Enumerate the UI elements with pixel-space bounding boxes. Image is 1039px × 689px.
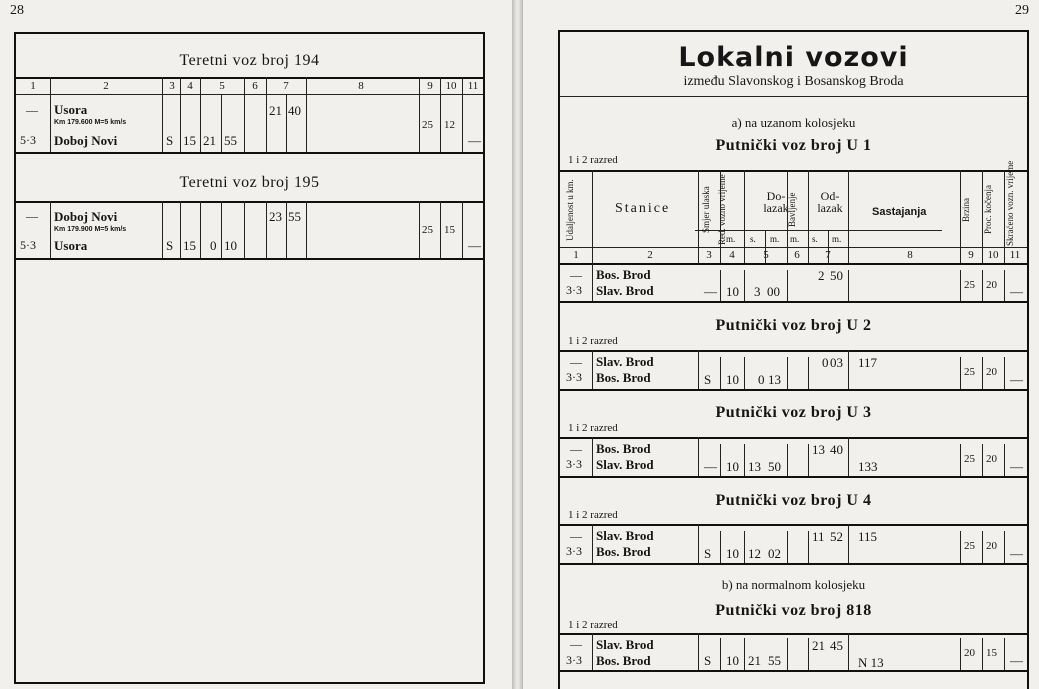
header-distance: Udaljenost u km. xyxy=(565,179,575,241)
station-from: Bos. Brod xyxy=(596,441,651,456)
station-to: Slav. Brod xyxy=(596,283,654,298)
train-title-u2: Putnički voz broj U 2 xyxy=(715,317,872,334)
train-title-u3: Putnički voz broj U 3 xyxy=(715,404,872,421)
class-label: 1 i 2 razred xyxy=(568,619,618,631)
station-to: Bos. Brod xyxy=(596,544,651,559)
class-label: 1 i 2 razred xyxy=(568,154,618,166)
train-title-u4: Putnički voz broj U 4 xyxy=(715,492,872,509)
station-from: Slav. Brod xyxy=(596,637,654,652)
header-departure: Od- lazak xyxy=(817,189,843,215)
header-speed: Brzina xyxy=(961,198,971,222)
page-number-right: 29 xyxy=(1015,3,1029,18)
page-number-left: 28 xyxy=(10,3,24,18)
left-page xyxy=(0,0,512,689)
connection-value: N 13 xyxy=(858,655,884,670)
header-stations: Stanice xyxy=(615,201,671,216)
header-shortened: Skraćeno vozn. vrijeme xyxy=(1005,160,1015,246)
train-title-u1: Putnički voz broj U 1 xyxy=(715,137,872,154)
km-note: Km 179.600 M=5 km/s xyxy=(54,119,127,126)
station-name: Usora xyxy=(54,102,88,117)
station-to: Bos. Brod xyxy=(596,653,651,668)
km-note: Km 179.900 M=5 km/s xyxy=(54,226,127,233)
station-name: Usora xyxy=(54,238,88,253)
station-from: Slav. Brod xyxy=(596,354,654,369)
left-timetable-frame: Teretni voz broj 194 1 2 3 4 5 6 7 8 9 10 11 — Usora Km 179.600 M=5 km/s 21 40 25 12 5·3 Doboj Novi S 15 21 55 — Teretni voz broj 195 — Doboj Novi Km 179.900 M=5 km/s 23 55 25 15 5·3 Usora S 15 0 10 — xyxy=(14,32,485,684)
right-timetable-frame: Lokalni vozovi između Slavonskog i Bosanskog Broda a) na uzanom kolosjeku Putnički voz broj U 1 1 i 2 razred Udaljenost u km. Stanice Smjer ulaska Red. vozno vrijeme Do- lazak Bavljenje Od- lazak Sastajanja Brzina Proc. kočenja Skraćeno vozn. vrijeme m. s. m. m. s. m. 1 2 3 4 5 6 7 8 9 10 11 — Bos. Brod 3·3 Slav. Brod — 10 3 00 2 50 25 20 — Putnički voz broj U 2 1 i 2 razred — Slav. Brod 3·3 Bos. Brod S 10 0 13 0 03 117 25 20 — Putnički voz broj U 3 1 i 2 razred — Bos. Brod 3·3 Slav. Brod — 10 13 50 13 40 133 25 20 — Putnički voz broj U 4 1 i 2 razred — Slav. Brod 3·3 Bos. Brod S 10 12 02 11 52 115 25 20 — b) na normalnom kolosjeku Putnički voz broj 818 1 i 2 razred — Slav. Brod 3·3 Bos. Brod S 10 21 55 21 45 N 13 20 15 — xyxy=(558,30,1029,689)
station-from: Slav. Brod xyxy=(596,528,654,543)
station-name: Doboj Novi xyxy=(54,133,118,148)
book-gutter xyxy=(512,0,523,689)
header-braking: Proc. kočenja xyxy=(983,185,993,235)
class-label: 1 i 2 razred xyxy=(568,335,618,347)
station-to: Slav. Brod xyxy=(596,457,654,472)
header-connections: Sastajanja xyxy=(872,206,927,218)
right-page xyxy=(523,0,1039,689)
train-title-818: Putnički voz broj 818 xyxy=(715,602,872,619)
class-label: 1 i 2 razred xyxy=(568,509,618,521)
section-title-194: Teretni voz broj 194 xyxy=(179,52,320,69)
station-to: Bos. Brod xyxy=(596,370,651,385)
station-name: Doboj Novi xyxy=(54,209,118,224)
header-stay: Bavljenje xyxy=(787,192,797,228)
connection-value: 115 xyxy=(858,529,878,544)
class-label: 1 i 2 razred xyxy=(568,422,618,434)
header-red-time: Red. vozno vrijeme xyxy=(717,174,727,246)
header-direction: Smjer ulaska xyxy=(701,186,711,234)
connection-value: 133 xyxy=(858,459,878,474)
connection-value: 117 xyxy=(858,355,878,370)
section-a-label: a) na uzanom kolosjeku xyxy=(731,115,856,130)
station-from: Bos. Brod xyxy=(596,267,651,282)
main-title: Lokalni vozovi xyxy=(678,42,909,73)
section-b-label: b) na normalnom kolosjeku xyxy=(721,577,866,592)
header-arrival: Do- lazak xyxy=(763,189,789,215)
section-title-195: Teretni voz broj 195 xyxy=(179,174,320,191)
subtitle: između Slavonskog i Bosanskog Broda xyxy=(683,74,904,89)
